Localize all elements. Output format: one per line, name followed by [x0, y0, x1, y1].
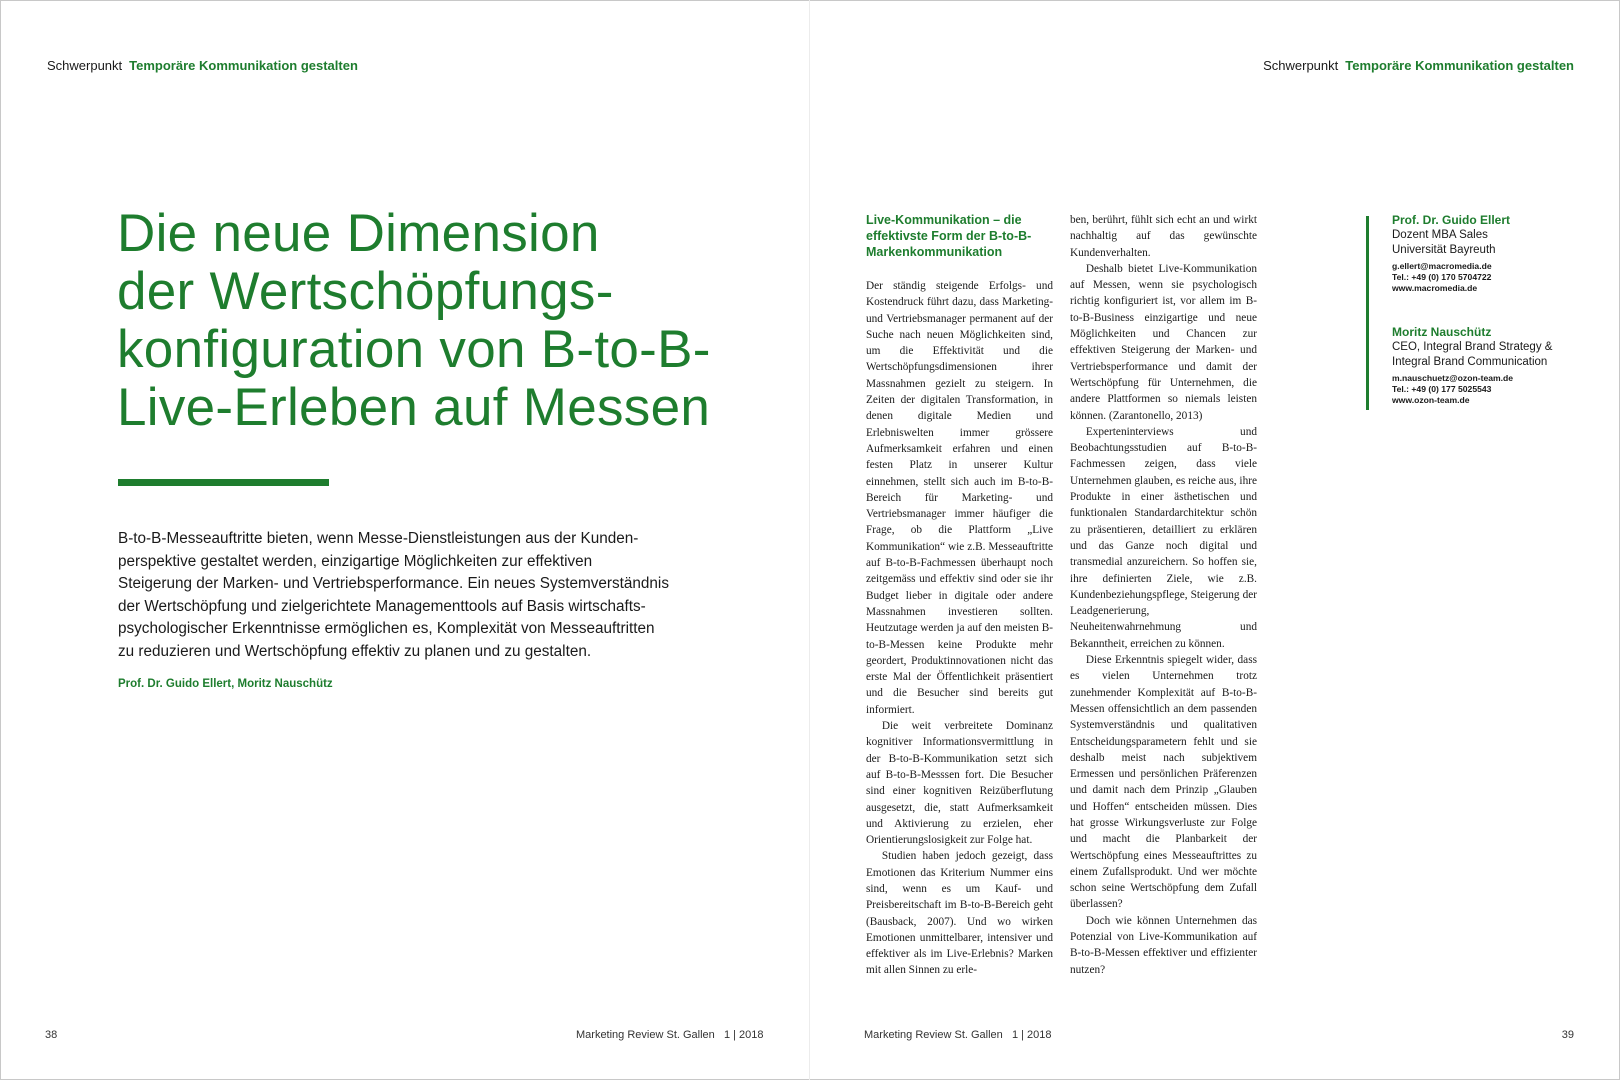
- article-authors: Prof. Dr. Guido Ellert, Moritz Nauschütz: [118, 678, 333, 690]
- lead-line: B-to-B-Messeauftritte bieten, wenn Messe-Dienstleistungen aus der Kunden-: [118, 530, 639, 547]
- contact-name: Prof. Dr. Guido Ellert: [1392, 213, 1511, 227]
- contact-website: www.ozon-team.de: [1392, 395, 1470, 405]
- title-line: der Wertschöpfungs-: [117, 262, 614, 321]
- author-contact-ellert: [1392, 213, 1592, 294]
- paragraph: Die weit verbreitete Dominanz kognitiver Informationsvermittlung in der B-to-B-Kommunikation setzt sich auf B-to-B-Messsen fort. Die Besucher sind einer kognitiven Reizüberflutung ausgesetzt, die, statt Aufmerksamkeit und Aktivierung zu erzielen, eher Orientierungslosigkeit zur Folge hat.: [866, 720, 1053, 847]
- page-number-right: 39: [1561, 1029, 1574, 1041]
- page-number-left: 38: [45, 1029, 58, 1041]
- contact-phone: Tel.: +49 (0) 170 5704722: [1392, 272, 1492, 282]
- lead-line: der Wertschöpfung und zielgerichtete Managementtools auf Basis wirtschafts-: [118, 597, 646, 615]
- paragraph: Deshalb bietet Live-Kommunikation auf Messen, wenn sie psychologisch richtig konfiguriert ist, vor allem im B-to-B-Business einzigartige und neue Möglichkeiten und Chancen zur effektiven Steigerung der Marken- und Vertriebsperformance und damit der Wertschöpfung für Unternehmen, die andere Plattformen so niemals leisten können. (Zarantonello, 2013): [1070, 262, 1257, 422]
- running-head-topic: Temporäre Kommunikation gestalten: [129, 58, 358, 73]
- lead-line: psychologischer Erkenntnisse ermöglichen es, Komplexität von Messeauftritten: [118, 620, 655, 637]
- paragraph: Experteninterviews und Beobachtungsstudien auf B-to-B-Fachmessen zeigen, dass viele Unternehmen glauben, es reiche aus, ihre Produkte in einer ästhetischen und funktionalen Standardarchitektur schön zu präsentieren, detailliert zu erklären und das Ganze noch digital und transmedial anzureichern. So hoffen sie, ihre definierten Ziele, wie z.B. Kundenbeziehungspflege, Steigerung der Leadgenerierung, Neuheitenwahrnehmung und Bekanntheit, erreichen zu können.: [1070, 425, 1257, 650]
- paragraph: Diese Erkenntnis spiegelt wider, dass es vielen Unternehmen trotz zunehmender Komplexität auf B-to-B-Messen offensichtlich an dem passenden Systemverständnis und qualitativen Entscheidungsparametern fehlt und sie deshalb meist nach subjektivem Ermessen und persönlichen Präferenzen und damit nach dem Prinzip „Glauben und Hoffen“ entscheiden müssen. Dies hat grosse Wirkungsverluste zur Folge und macht die Planbarkeit der Wertschöpfung eines Messeauftrittes zu einem Zufallsprodukt. Und wer möchte schon seine Wertschöpfung dem Zufall überlassen?: [1070, 654, 1257, 911]
- journal-name: Marketing Review St. Gallen: [864, 1029, 1003, 1041]
- contact-role: CEO, Integral Brand Strategy &: [1392, 341, 1553, 353]
- journal-issue: 1 | 2018: [723, 1029, 764, 1041]
- title-rule: [118, 479, 329, 486]
- contact-role: Dozent MBA Sales: [1392, 229, 1488, 241]
- body-column-1: [866, 278, 1053, 979]
- contact-phone: Tel.: +49 (0) 177 5025543: [1392, 384, 1492, 394]
- contact-role: Integral Brand Communication: [1392, 356, 1548, 368]
- journal-name: Marketing Review St. Gallen: [576, 1029, 715, 1041]
- contact-role: Universität Bayreuth: [1392, 244, 1496, 256]
- running-head-topic: Temporäre Kommunikation gestalten: [1345, 58, 1574, 73]
- paragraph: Studien haben jedoch gezeigt, dass Emotionen das Kriterium Nummer eins sind, wenn es um Kauf- und Preisbereitschaft im B-to-B-Bereich geht (Bausback, 2007). Und wo wirken Emotionen unmittelbarer, intensiver und effektiver als im Live-Erlebnis? Marken mit allen Sinnen zu erle-: [866, 850, 1053, 977]
- title-line: konfiguration von B-to-B-: [117, 320, 711, 379]
- contact-email: g.ellert@macromedia.de: [1392, 261, 1492, 271]
- contact-website: www.macromedia.de: [1392, 283, 1478, 293]
- running-head-right: [1263, 58, 1574, 73]
- contact-email: m.nauschuetz@ozon-team.de: [1392, 373, 1514, 383]
- title-line: Live-Erleben auf Messen: [117, 378, 711, 437]
- paragraph: Doch wie können Unternehmen das Potenzial von Live-Kommunikation auf B-to-B-Messen effektiver und effizienter nutzen?: [1070, 914, 1257, 976]
- section-subhead: Live-Kommunikation – die effektivste Form der B-to-B-Markenkommunikation: [866, 213, 1032, 259]
- article-lead: [118, 528, 678, 663]
- running-head-section: Schwerpunkt: [47, 58, 123, 73]
- author-contact-nauschuetz: [1392, 325, 1592, 406]
- journal-issue: 1 | 2018: [1011, 1029, 1052, 1041]
- article-title: [117, 205, 777, 437]
- lead-line: perspektive gestaltet werden, einzigartige Möglichkeiten zur effektiven: [118, 552, 593, 570]
- lead-line: zu reduzieren und Wertschöpfung effektiv zu planen und zu gestalten.: [118, 642, 592, 660]
- lead-line: Steigerung der Marken- und Vertriebsperformance. Ein neues Systemverständnis: [118, 575, 669, 592]
- body-column-2: [1070, 212, 1257, 978]
- contact-name: Moritz Nauschütz: [1392, 325, 1492, 339]
- page-spine: [809, 0, 810, 1080]
- journal-footer-right: [864, 1029, 1052, 1041]
- title-line: Die neue Dimension: [117, 204, 600, 263]
- journal-footer-left: [576, 1029, 764, 1041]
- running-head-section: Schwerpunkt: [1263, 58, 1339, 73]
- contact-accent-bar: [1366, 216, 1369, 410]
- running-head-left: [47, 58, 358, 73]
- paragraph: ben, berührt, fühlt sich echt an und wirkt nachhaltig auf das gewünschte Kundenverhalten.: [1070, 214, 1257, 259]
- paragraph: Der ständig steigende Erfolgs- und Kostendruck führt dazu, dass Marketing- und Vertriebsmanager permanent auf der Suche nach neuen Möglichkeiten sind, um die Effektivität und die Wertschöpfungsdimensionen ihrer Massnahmen gezielt zu steigern. In Zeiten der digitalen Transformation, in denen digitale Medien und Erlebniswelten immer grössere Aufmerksamkeit erfahren und einen festen Platz in unserer Kultur einnehmen, stellt sich auch im B-to-B-Bereich für Marketing- und Vertriebsmanager immer häufiger die Frage, ob die Plattform „Live Kommunikation“ wie z.B. Messeauftritte auf B-to-B-Fachmessen überhaupt noch zeitgemäss und effektiv sind oder sie ihr Budget lieber in digitale oder andere Massnahmen investieren sollten. Heutzutage werden ja auf den meisten B-to-B-Messen keine Produkte mehr geordert, Produktinnovationen nicht das erste Mal der Öffentlichkeit präsentiert und die Besucher sind bereits gut informiert.: [866, 280, 1053, 716]
